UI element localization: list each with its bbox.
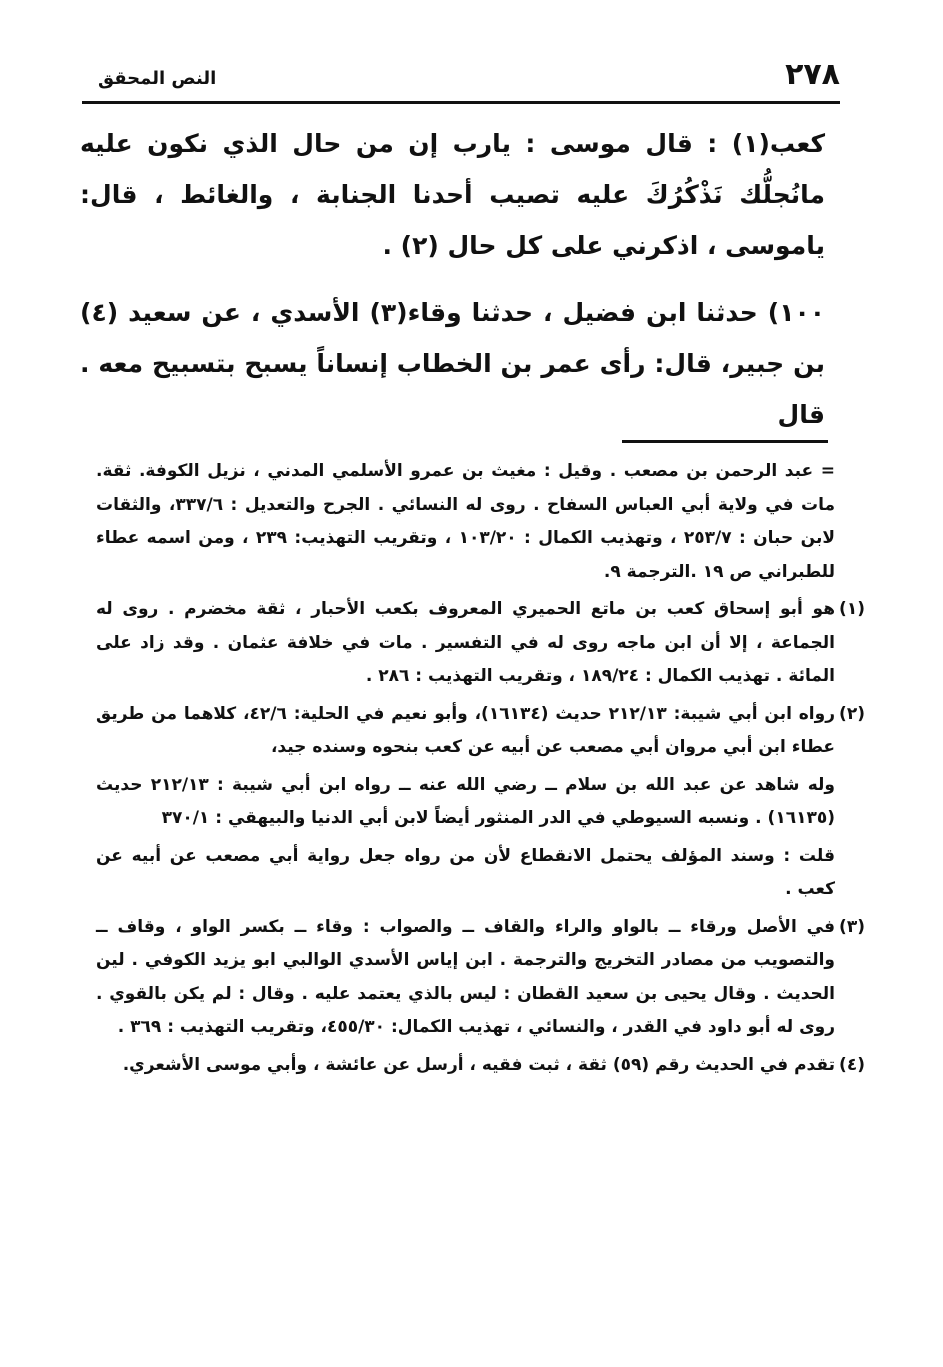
footnote-continuation: = عبد الرحمن بن مصعب . وقيل : مغيث بن عمرو الأسلمي المدني ، نزيل الكوفة. ثقة. مات في ولاية أبي العباس السفاح . روى له النسائي . الجرح والتعديل : ٣٣٧/٦، والثقات لابن حبان : ٢٥٣/٧ ، وتهذيب الكمال : ١٠٣/٢٠ ، وتقريب التهذيب: ٢٣٩ ، ومن اسمه عطاء للطبراني ص ١٩ .الترجمة ٩.: [96, 461, 836, 582]
footnote-text: وله شاهد عن عبد الله بن سلام ــ رضي الله عنه ــ رواه ابن أبي شيبة : ٢١٢/١٣ حديث (١٦١٣٥) . ونسبه السيوطي في الدر المنثور أيضاً لابن أبي الدنيا والبيهقي : ٣٧٠/١: [96, 774, 835, 828]
header-rule: [82, 101, 840, 104]
hadith-100: [80, 287, 825, 440]
footnote-text: في الأصل ورقاء ــ بالواو والراء والقاف ــ والصواب : وقاء ــ بكسر الواو ، وقاف ــ والتصويب من مصادر التخريج والترجمة . ابن إياس الأسدي الوالبي ابو يزيد الكوفي . لين الحديث . وقال يحيى بن سعيد القطان : ليس بالذي يعتمد عليه . وقال : لم يكن بالقوي . روى له أبو داود في القدر ، والنسائي ، تهذيب الكمال: ٤٥٥/٣٠، وتقريب التهذيب : ٣٦٩ .: [96, 916, 835, 1037]
footnote-1: [96, 593, 865, 694]
footnote-number: (١): [839, 599, 865, 619]
footnote-3: [96, 911, 865, 1045]
footnote-text: هو أبو إسحاق كعب بن ماتع الحميري المعروف بكعب الأحبار ، ثقة مخضرم . روى له الجماعة ، إلا أن ابن ماجه روى له في التفسير . مات في خلافة عثمان . وقد زاد على المائة . تهذيب الكمال : ١٨٩/٢٤ ، وتقريب التهذيب : ٢٨٦ .: [96, 599, 835, 686]
hadith-number: ١٠٠): [767, 298, 825, 327]
page-header: [80, 56, 840, 102]
footnote-2: [96, 698, 865, 907]
main-text: [80, 118, 825, 440]
footnote-separator: [622, 440, 828, 443]
hadith-text: حدثنا ابن فضيل ، حدثنا وقاء(٣) الأسدي ، عن سعيد (٤) بن جبير، قال: رأى عمر بن الخطاب إنساناً يسبح بتسبيح معه . قال: [80, 298, 825, 429]
footnote-number: (٣): [839, 916, 865, 937]
footnote-text: تقدم في الحديث رقم (٥٩) ثقة ، ثبت فقيه ، أرسل عن عائشة ، وأبي موسى الأشعري.: [122, 1054, 835, 1075]
footnotes: [96, 455, 865, 1086]
footnote-number: (٤): [839, 1054, 865, 1075]
footnote-text: قلت : وسند المؤلف يحتمل الانقطاع لأن من رواه جعل رواية أبي مصعب عن أبيه عن كعب .: [96, 845, 835, 899]
running-title: النص المحقق: [98, 68, 217, 89]
footnote-number: (٢): [839, 703, 865, 724]
page-number: ٢٧٨: [785, 57, 840, 92]
main-paragraph: كعب(١) : قال موسى : يارب إن من حال الذي نكون عليه مانُجلُّك نَذْكُرُكَ عليه تصيب أحدنا الجنابة ، والغائط ، قال: ياموسى ، اذكرني على كل حال (٢) .: [80, 129, 825, 260]
footnote-text: رواه ابن أبي شيبة: ٢١٢/١٣ حديث (١٦١٣٤)، وأبو نعيم في الحلية: ٤٢/٦، كلاهما من طريق عطاء ابن أبي مروان أبي مصعب عن أبيه عن كعب بنحوه وسنده جيد،: [96, 703, 835, 757]
footnote-4: [96, 1049, 865, 1083]
